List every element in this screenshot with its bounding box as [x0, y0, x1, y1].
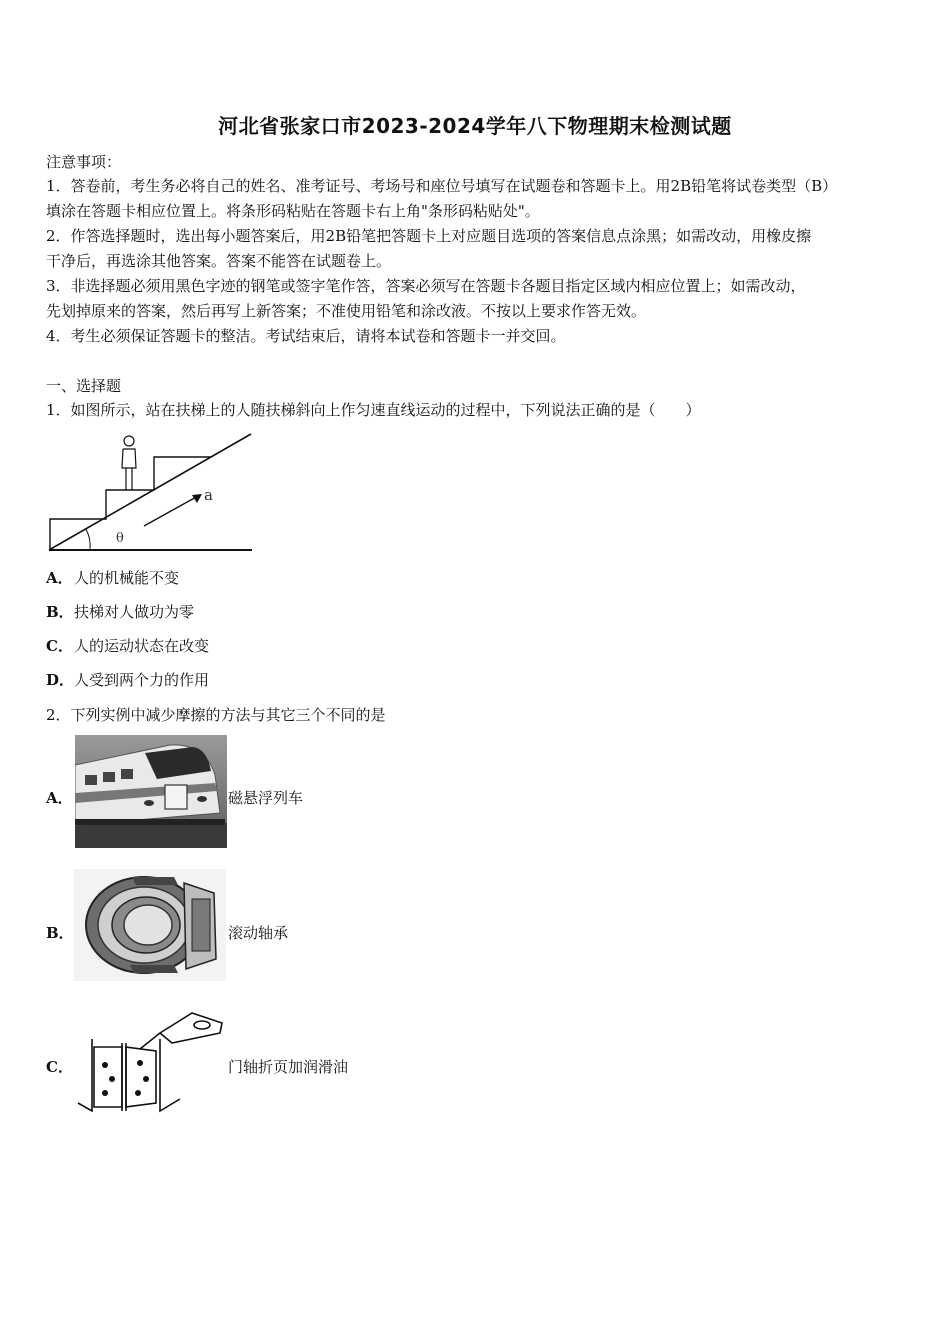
page-title: 河北省张家口市2023-2024学年八下物理期末检测试题: [218, 114, 732, 138]
notice-line: 2．作答选择题时，选出每小题答案后，用2B铅笔把答题卡上对应题目选项的答案信息点涂黑；如需改动，用橡皮擦: [46, 227, 812, 245]
q1-option-d: [46, 669, 209, 691]
option-letter: B．: [46, 603, 74, 621]
maglev-train-image: [75, 735, 227, 848]
question-2-stem: 2．下列实例中减少摩擦的方法与其它三个不同的是: [46, 706, 386, 724]
q2-option-a-text: 磁悬浮列车: [228, 789, 304, 807]
notice-line: 干净后，再选涂其他答案。答案不能答在试题卷上。: [46, 252, 392, 270]
notice-line: 填涂在答题卡相应位置上。将条形码粘贴在答题卡右上角"条形码粘贴处"。: [46, 202, 540, 220]
question-1-stem: 1．如图所示，站在扶梯上的人随扶梯斜向上作匀速直线运动的过程中，下列说法正确的是（ ）: [46, 401, 701, 419]
door-hinge-image: [74, 1003, 226, 1121]
q1-option-c: [46, 635, 209, 657]
acceleration-label: a: [204, 486, 213, 504]
notice-line: 1．答卷前，考生务必将自己的姓名、准考证号、考场号和座位号填写在试题卷和答题卡上。用2B铅笔将试卷类型（B）: [46, 177, 838, 195]
escalator-figure: [46, 428, 256, 554]
q2-option-b-text: 滚动轴承: [228, 924, 289, 942]
option-letter: A．: [46, 569, 73, 587]
q2-option-a-letter: A．: [46, 789, 73, 807]
option-text: 人的运动状态在改变: [74, 637, 210, 655]
notice-line: 4．考生必须保证答题卡的整洁。考试结束后，请将本试卷和答题卡一并交回。: [46, 327, 566, 345]
notice-line: 先划掉原来的答案，然后再写上新答案；不准使用铅笔和涂改液。不按以上要求作答无效。: [46, 302, 647, 320]
q1-option-b: [46, 601, 194, 623]
option-text: 人受到两个力的作用: [74, 671, 210, 689]
option-text: 扶梯对人做功为零: [74, 603, 195, 621]
q2-option-b-letter: B．: [46, 924, 74, 942]
notice-line: 3．非选择题必须用黑色字迹的钢笔或签字笔作答，答案必须写在答题卡各题目指定区域内相应位置上；如需改动，: [46, 277, 806, 295]
notice-heading: 注意事项：: [46, 153, 122, 171]
section-heading: 一、选择题: [46, 377, 122, 395]
person-icon: [122, 436, 136, 490]
angle-label: θ: [116, 531, 124, 546]
q2-option-c-text: 门轴折页加润滑油: [228, 1058, 349, 1076]
option-text: 人的机械能不变: [74, 569, 180, 587]
option-letter: D．: [46, 671, 75, 689]
option-letter: C．: [46, 637, 73, 655]
q2-option-c-letter: C．: [46, 1058, 73, 1076]
rolling-bearing-image: [74, 869, 226, 981]
q1-option-a: [46, 567, 179, 589]
